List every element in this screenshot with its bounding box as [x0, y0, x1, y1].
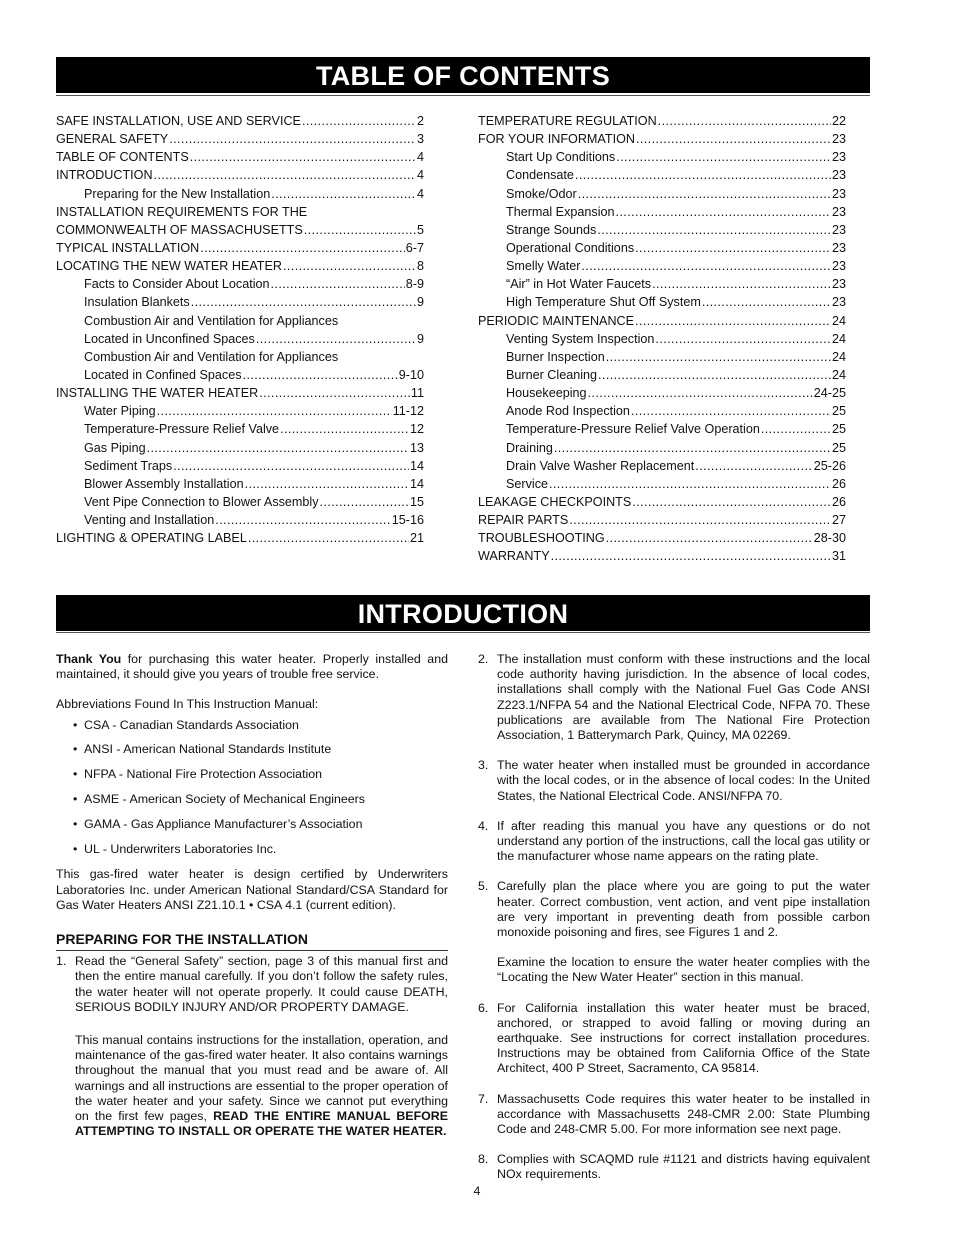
toc-entry — [478, 132, 846, 150]
toc-entry-page: 14 — [409, 458, 424, 473]
toc-entry — [478, 459, 846, 477]
list-item — [478, 879, 870, 985]
toc-entry-title: Smoke/Odor — [506, 186, 577, 201]
list-content — [497, 758, 870, 804]
toc-dot-leader — [302, 114, 416, 128]
list-content — [497, 1092, 870, 1138]
bullet-icon: • — [73, 767, 78, 782]
toc-dot-leader — [616, 150, 831, 164]
list-item — [478, 819, 870, 865]
toc-dot-leader — [259, 386, 410, 400]
toc-entry-page: 28-30 — [813, 531, 846, 546]
preparing-heading: PREPARING FOR THE INSTALLATION — [56, 932, 448, 951]
abbreviations-list — [56, 718, 448, 867]
toc-dot-leader — [320, 495, 409, 509]
list-paragraph: For California installation this water heater must be braced, anchored, or strapped to avoid falling or moving during an earthquake. See instructions for correct installation procedures. Instructions may be obtained from California Office of the State Architect, 400 P Street, Sacramento, CA 95814. — [497, 1000, 870, 1076]
list-item — [478, 1001, 870, 1077]
toc-entry-page: 15 — [409, 494, 424, 509]
toc-entry-title: GENERAL SAFETY — [56, 132, 169, 147]
toc-entry-page: 23 — [831, 186, 846, 201]
toc-entry-page: 27 — [831, 513, 846, 528]
toc-entry — [478, 205, 846, 223]
toc-entry-page: 23 — [831, 204, 846, 219]
toc-entry-title: PERIODIC MAINTENANCE — [478, 313, 635, 328]
toc-entry — [56, 205, 424, 223]
toc-entry-page: 5 — [416, 222, 424, 237]
toc-entry — [56, 241, 424, 259]
list-item — [56, 954, 448, 1139]
toc-entry — [56, 187, 424, 205]
toc-entry — [478, 350, 846, 368]
toc-dot-leader — [271, 277, 405, 291]
toc-entry — [478, 114, 846, 132]
toc-dot-leader — [631, 404, 831, 418]
toc-dot-leader — [588, 386, 813, 400]
toc-entry — [56, 295, 424, 313]
toc-entry-page: 25-26 — [813, 458, 846, 473]
toc-entry — [56, 386, 424, 404]
toc-entry-title: Combustion Air and Ventilation for Appliances — [84, 349, 339, 364]
toc-banner-rule — [56, 95, 870, 96]
toc-entry — [478, 549, 846, 567]
toc-dot-leader — [761, 422, 831, 436]
toc-dot-leader — [597, 223, 831, 237]
toc-entry-page: 9-10 — [398, 367, 424, 382]
abbreviation-item — [56, 842, 448, 867]
toc-entry-title: Gas Piping — [84, 440, 146, 455]
toc-entry — [56, 459, 424, 477]
toc-entry — [56, 404, 424, 422]
toc-dot-leader — [575, 168, 831, 182]
toc-entry-page: 9 — [416, 331, 424, 346]
toc-dot-leader — [606, 350, 831, 364]
list-content — [497, 652, 870, 743]
bullet-icon: • — [73, 742, 78, 757]
abbreviation-item — [56, 817, 448, 842]
toc-entry-title: Preparing for the New Installation — [84, 186, 271, 201]
toc-entry — [56, 441, 424, 459]
toc-entry-title: Condensate — [506, 168, 574, 183]
toc-entry-page: 22 — [831, 114, 846, 128]
bullet-icon: • — [73, 816, 78, 831]
toc-entry-page: 4 — [416, 150, 424, 165]
list-content — [497, 879, 870, 985]
toc-entry — [56, 350, 424, 368]
toc-dot-leader — [636, 132, 831, 146]
toc-dot-leader — [569, 513, 831, 527]
toc-entry — [56, 277, 424, 295]
item1-paragraph-2 — [75, 1033, 448, 1139]
toc-dot-leader — [280, 422, 409, 436]
thank-you-paragraph — [56, 652, 448, 682]
toc-dot-leader — [632, 495, 831, 509]
toc-entry-title: Smelly Water — [506, 259, 581, 274]
toc-entry-page: 25 — [831, 440, 846, 455]
toc-dot-leader — [245, 477, 409, 491]
toc-dot-leader — [190, 150, 416, 164]
toc-entry-page: 23 — [831, 295, 846, 310]
toc-entry-title: SAFE INSTALLATION, USE AND SERVICE — [56, 114, 301, 128]
toc-entry-title: TEMPERATURE REGULATION — [478, 114, 657, 128]
list-paragraph: Carefully plan the place where you are going to put the water heater. Correct combustion, vent action, and vent pipe installation are very important in preventing death from possible carbon monoxide poisoning and fires, see Figures 1 and 2. — [497, 879, 870, 940]
intro-banner — [56, 595, 870, 631]
abbreviation-item — [56, 718, 448, 743]
toc-dot-leader — [655, 332, 831, 346]
toc-entry-title: INSTALLATION REQUIREMENTS FOR THE — [56, 204, 308, 219]
intro-right-column — [478, 652, 870, 1183]
toc-dot-leader — [658, 114, 831, 128]
toc-dot-leader — [554, 441, 831, 455]
toc-entry-page: 24 — [831, 313, 846, 328]
toc-dot-leader — [549, 477, 831, 491]
toc-dot-leader — [304, 223, 416, 237]
toc-dot-leader — [695, 459, 812, 473]
list-content — [497, 1152, 870, 1182]
toc-dot-leader — [616, 205, 831, 219]
abbreviations-heading: Abbreviations Found In This Instruction Manual: — [56, 697, 319, 712]
toc-entry — [478, 368, 846, 386]
intro-left-column — [56, 652, 448, 1139]
toc-entry-page: 11-12 — [392, 404, 424, 419]
toc-dot-leader — [652, 277, 831, 291]
toc-entry-page: 13 — [409, 440, 424, 455]
toc-banner — [56, 57, 870, 93]
toc-entry-title: Facts to Consider About Location — [84, 277, 270, 292]
bullet-icon: • — [73, 792, 78, 806]
abbreviation-item — [56, 742, 448, 767]
thank-you-text: for purchasing this water heater. Properly installed and maintained, it should give you years of trouble free service. — [56, 652, 448, 682]
toc-entry-page: 23 — [831, 259, 846, 274]
intro-banner-rule — [56, 632, 870, 633]
toc-dot-leader — [147, 441, 409, 455]
list-paragraph: The water heater when installed must be grounded in accordance with the local codes, or in the absence of local codes: In the United States, the National Electrical Code. ANSI/NFPA 70. — [497, 758, 870, 803]
toc-entry-title: Vent Pipe Connection to Blower Assembly — [84, 494, 319, 509]
toc-entry-page: 24 — [831, 331, 846, 346]
list-content — [497, 1001, 870, 1077]
certification-paragraph: This gas-fired water heater is design certified by Underwriters Laboratories Inc. under American National Standard/CSA Standard for Gas Water Heaters ANSI Z21.10.1 • CSA 4.1 (current edition). — [56, 867, 448, 912]
toc-entry-title: Temperature-Pressure Relief Valve Operation — [506, 422, 760, 437]
toc-entry-title: LIGHTING & OPERATING LABEL — [56, 531, 247, 546]
toc-entry — [56, 150, 424, 168]
toc-entry-page: 21 — [409, 531, 424, 546]
toc-entry-page: 14 — [409, 476, 424, 491]
toc-dot-leader — [173, 459, 409, 473]
toc-dot-leader — [635, 314, 831, 328]
toc-entry-title: Venting System Inspection — [506, 331, 655, 346]
toc-entry-page: 2 — [416, 114, 424, 128]
toc-entry-title: Drain Valve Washer Replacement — [506, 458, 695, 473]
toc-entry — [478, 332, 846, 350]
toc-entry-title: TYPICAL INSTALLATION — [56, 240, 200, 255]
toc-entry — [478, 422, 846, 440]
list-paragraph: Complies with SCAQMD rule #1121 and districts having equivalent NOx requirements. — [497, 1152, 870, 1182]
toc-entry-title: LEAKAGE CHECKPOINTS — [478, 494, 632, 509]
toc-dot-leader — [581, 259, 831, 273]
list-number: 5. — [478, 879, 489, 894]
toc-entry-title: “Air” in Hot Water Faucets — [506, 277, 652, 292]
toc-entry-title: Combustion Air and Ventilation for Appliances — [84, 313, 339, 328]
list-number: 8. — [478, 1152, 489, 1167]
toc-entry-page: 23 — [831, 150, 846, 165]
toc-entry-page: 11 — [410, 386, 424, 401]
toc-entry-page: 9 — [416, 295, 424, 310]
toc-entry-title: Draining — [506, 440, 553, 455]
abbreviation-text: ANSI - American National Standards Institute — [84, 742, 332, 757]
toc-entry-title: Burner Cleaning — [506, 367, 598, 382]
thank-you-bold: Thank You — [56, 652, 122, 666]
toc-dot-leader — [598, 368, 831, 382]
list-number: 2. — [478, 652, 489, 666]
toc-dot-leader — [256, 332, 416, 346]
list-number: 3. — [478, 758, 489, 773]
item1-bold-warning: READ THE ENTIRE MANUAL BEFORE ATTEMPTING TO INSTALL OR OPERATE THE WATER HEATER. — [75, 1109, 448, 1139]
toc-dot-leader — [702, 295, 831, 309]
toc-entry-title: INTRODUCTION — [56, 168, 153, 183]
toc-entry-page: 3 — [416, 132, 424, 147]
toc-entry — [478, 441, 846, 459]
toc-entry — [478, 314, 846, 332]
toc-entry-title: Anode Rod Inspection — [506, 404, 630, 419]
toc-entry-page: 23 — [831, 277, 846, 292]
toc-entry-page: 6-7 — [405, 240, 424, 255]
list-item — [478, 1092, 870, 1138]
toc-entry-title: Blower Assembly Installation — [84, 476, 244, 491]
toc-entry-title: INSTALLING THE WATER HEATER — [56, 386, 259, 401]
list-number: 6. — [478, 1000, 489, 1015]
toc-entry-title: Housekeeping — [506, 386, 587, 401]
toc-entry — [478, 259, 846, 277]
toc-entry — [56, 368, 424, 386]
list-item — [478, 652, 870, 743]
toc-entry-page: 24 — [831, 367, 846, 382]
toc-dot-leader — [606, 531, 813, 545]
toc-entry-title: WARRANTY — [478, 549, 550, 564]
toc-entry — [56, 114, 424, 132]
toc-entry-title: TABLE OF CONTENTS — [56, 150, 189, 165]
toc-entry-title: Thermal Expansion — [506, 204, 615, 219]
toc-entry-title: Located in Unconfined Spaces — [84, 331, 255, 346]
toc-dot-leader — [191, 295, 416, 309]
abbreviation-text: ASME - American Society of Mechanical Engineers — [84, 792, 365, 806]
toc-entry-title: Burner Inspection — [506, 349, 605, 364]
list-item — [478, 758, 870, 804]
abbreviation-item — [56, 792, 448, 817]
toc-entry — [478, 513, 846, 531]
list-paragraph: The installation must conform with these instructions and the local code authority having jurisdiction. In the absence of local codes, installations shall comply with the National Fuel Gas Code ANSI Z223.1/NFPA 54 and the National Electrical Code, NFPA 70. These publications are available from The National Fire Protection Association, 1 Batterymarch Park, Quincy, MA 02269. — [497, 652, 870, 743]
toc-entry — [56, 314, 424, 332]
toc-entry — [478, 277, 846, 295]
toc-dot-leader — [551, 549, 831, 563]
toc-entry — [56, 477, 424, 495]
toc-entry — [56, 531, 424, 549]
abbreviation-text: UL - Underwriters Laboratories Inc. — [84, 841, 277, 856]
toc-left-column — [56, 114, 424, 549]
toc-right-column — [478, 114, 846, 568]
toc-dot-leader — [248, 531, 409, 545]
toc-entry-title: Insulation Blankets — [84, 295, 190, 310]
toc-entry-title: REPAIR PARTS — [478, 513, 569, 528]
list-number: 1. — [56, 954, 67, 969]
toc-entry-title: Water Piping — [84, 404, 156, 419]
toc-entry-page: 24 — [831, 349, 846, 364]
toc-entry — [478, 477, 846, 495]
toc-entry-page: 23 — [831, 168, 846, 183]
toc-entry-title: FOR YOUR INFORMATION — [478, 132, 635, 147]
item1-paragraph: Read the “General Safety” section, page 3 of this manual first and then the entire manual carefully. If you don’t follow the safety rules, the water heater will not operate properly. It could cause DEATH, SERIOUS BODILY INJURY AND/OR PROPERTY DAMAGE. — [75, 954, 448, 1014]
toc-entry-page: 26 — [831, 476, 846, 491]
toc-entry-page: 12 — [409, 422, 424, 437]
toc-dot-leader — [169, 132, 416, 146]
toc-title: TABLE OF CONTENTS — [315, 61, 611, 91]
toc-entry — [56, 332, 424, 350]
toc-entry-page: 8 — [416, 259, 424, 274]
toc-entry-title: Temperature-Pressure Relief Valve — [84, 422, 280, 437]
toc-entry — [56, 168, 424, 186]
toc-entry — [478, 223, 846, 241]
toc-entry-page: 4 — [416, 168, 424, 183]
intro-title: INTRODUCTION — [357, 599, 569, 629]
list-number: 7. — [478, 1091, 489, 1106]
toc-entry-page: 4 — [416, 186, 424, 201]
list-paragraph: Massachusetts Code requires this water heater to be installed in accordance with Massachusetts 248-CMR 2.00: State Plumbing Code and 248-CMR 5.00. For more information see next page. — [497, 1091, 870, 1137]
list-item — [478, 1152, 870, 1182]
abbreviation-text: CSA - Canadian Standards Association — [84, 717, 299, 732]
toc-entry-page: 25 — [831, 422, 846, 437]
abbreviation-text: NFPA - National Fire Protection Association — [84, 767, 323, 782]
item1-text: This manual contains instructions for the installation, operation, and maintenance of the gas-fired water heater. It also contains warnings throughout the manual that you must read and be aware of. All warnings and all instructions are essential to the proper operation of the water heater and your safety. Since we cannot put everything on the first few pages, — [75, 1033, 448, 1124]
toc-entry — [478, 404, 846, 422]
toc-entry — [478, 386, 846, 404]
toc-entry — [478, 150, 846, 168]
toc-dot-leader — [578, 187, 831, 201]
toc-dot-leader — [200, 241, 405, 255]
list-number: 4. — [478, 818, 489, 833]
toc-entry — [56, 513, 424, 531]
toc-entry-title: Start Up Conditions — [506, 150, 616, 165]
bullet-icon: • — [73, 841, 78, 856]
toc-dot-leader — [154, 168, 416, 182]
toc-entry-page: 25 — [831, 404, 846, 419]
toc-entry-title: COMMONWEALTH OF MASSACHUSETTS — [56, 222, 303, 237]
toc-entry-page: 24-25 — [813, 386, 846, 401]
toc-entry — [478, 495, 846, 513]
toc-entry-page: 8-9 — [405, 277, 424, 292]
toc-entry-title: TROUBLESHOOTING — [478, 531, 605, 546]
toc-entry — [478, 168, 846, 186]
toc-entry — [478, 241, 846, 259]
list-content — [497, 819, 870, 865]
list-paragraph: If after reading this manual you have any questions or do not understand any portion of the instructions, call the local gas utility or the manufacturer whose name appears on the rating plate. — [497, 818, 870, 864]
toc-entry-page: 23 — [831, 222, 846, 237]
toc-dot-leader — [283, 259, 416, 273]
toc-dot-leader — [243, 368, 398, 382]
toc-entry-page: 15-16 — [391, 513, 424, 528]
toc-dot-leader — [271, 187, 416, 201]
toc-entry-title: Service — [506, 476, 548, 491]
toc-entry — [56, 495, 424, 513]
list-paragraph-2: Examine the location to ensure the water heater complies with the “Locating the New Water Heater” section in this manual. — [497, 955, 870, 985]
toc-entry-page: 31 — [831, 549, 846, 564]
toc-dot-leader — [157, 404, 392, 418]
page-number: 4 — [473, 1184, 481, 1198]
toc-entry-title: Sediment Traps — [84, 458, 173, 473]
toc-entry-page: 23 — [831, 132, 846, 147]
toc-entry-title: Strange Sounds — [506, 222, 597, 237]
toc-entry — [56, 422, 424, 440]
toc-entry-title: Located in Confined Spaces — [84, 367, 242, 382]
toc-dot-leader — [215, 513, 391, 527]
toc-entry-title: Operational Conditions — [506, 240, 635, 255]
abbreviation-item — [56, 767, 448, 792]
bullet-icon: • — [73, 717, 78, 732]
toc-entry-page: 26 — [831, 494, 846, 509]
toc-dot-leader — [635, 241, 831, 255]
toc-entry — [478, 295, 846, 313]
toc-entry — [56, 132, 424, 150]
toc-entry-page: 23 — [831, 240, 846, 255]
toc-entry — [478, 531, 846, 549]
toc-entry — [478, 187, 846, 205]
toc-entry-title: High Temperature Shut Off System — [506, 295, 701, 310]
toc-entry-title: LOCATING THE NEW WATER HEATER — [56, 259, 282, 274]
toc-entry-title: Venting and Installation — [84, 513, 215, 528]
toc-entry — [56, 223, 424, 241]
abbreviation-text: GAMA - Gas Appliance Manufacturer’s Association — [84, 816, 363, 831]
toc-entry — [56, 259, 424, 277]
list-content — [75, 954, 448, 1139]
